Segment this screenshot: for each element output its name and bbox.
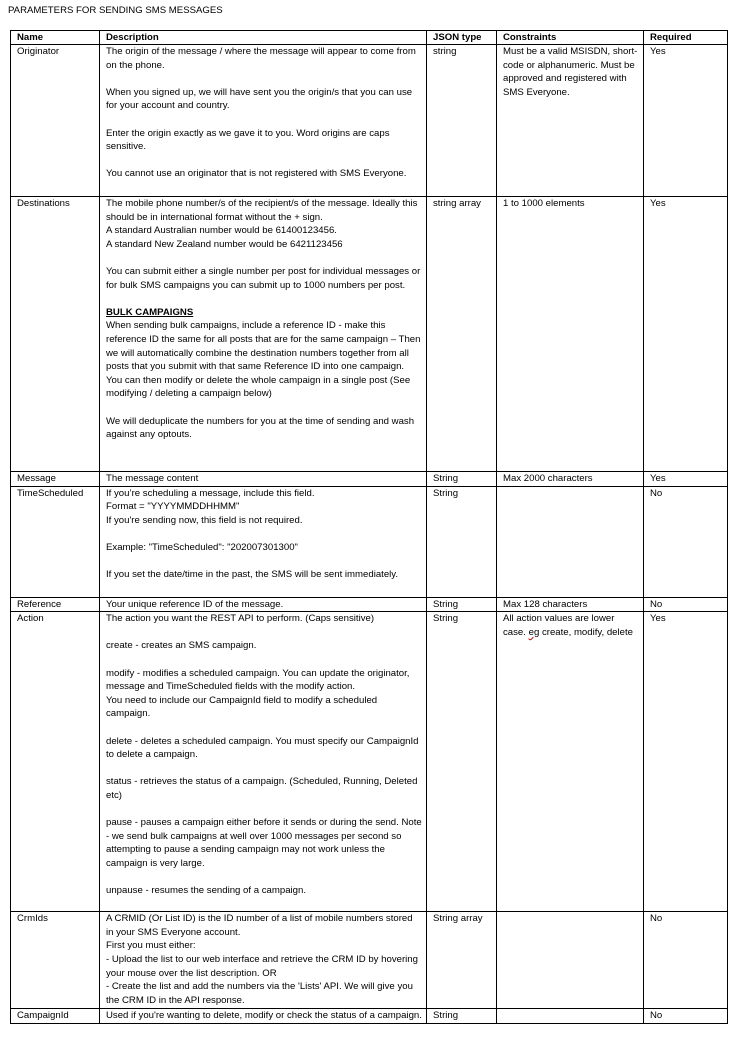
param-required: Yes bbox=[644, 472, 728, 487]
param-required: No bbox=[644, 912, 728, 1009]
header-constraints: Constraints bbox=[497, 31, 644, 45]
header-required: Required bbox=[644, 31, 728, 45]
param-constraints: Max 128 characters bbox=[497, 597, 644, 612]
param-constraints bbox=[497, 612, 644, 912]
description-paragraph: Example: "TimeScheduled": "202007301300" bbox=[106, 541, 298, 553]
bulk-campaigns-heading: BULK CAMPAIGNS bbox=[106, 306, 194, 318]
param-constraints bbox=[497, 486, 644, 597]
param-name: Reference bbox=[11, 597, 100, 612]
param-name: Destinations bbox=[11, 197, 100, 472]
param-description bbox=[100, 486, 427, 597]
table-row bbox=[11, 912, 728, 1009]
param-description: The message content bbox=[100, 472, 427, 487]
param-constraints: Must be a valid MSISDN, short-code or alphanumeric. Must be approved and registered with SMS Everyone. bbox=[497, 45, 644, 197]
description-paragraph: create - creates an SMS campaign. bbox=[106, 640, 257, 652]
param-json-type: String bbox=[427, 486, 497, 597]
table-row bbox=[11, 597, 728, 612]
param-description bbox=[100, 45, 427, 197]
header-name: Name bbox=[11, 31, 100, 45]
param-name: CrmIds bbox=[11, 912, 100, 1009]
description-paragraph: When you signed up, we will have sent you the origin/s that you can use for your account and country. bbox=[106, 86, 413, 112]
param-json-type: string array bbox=[427, 197, 497, 472]
param-required: No bbox=[644, 486, 728, 597]
description-paragraph: If you set the date/time in the past, the SMS will be sent immediately. bbox=[106, 569, 399, 581]
param-required: No bbox=[644, 597, 728, 612]
bulk-campaigns-block bbox=[106, 306, 422, 401]
constraints-text: create, modify, delete bbox=[539, 626, 633, 638]
page-title: PARAMETERS FOR SENDING SMS MESSAGES bbox=[8, 5, 223, 16]
constraints-text: All action values are lower case. bbox=[503, 613, 615, 638]
param-description: Used if you're wanting to delete, modify or check the status of a campaign. bbox=[100, 1009, 427, 1024]
param-constraints bbox=[497, 912, 644, 1009]
description-paragraph: delete - deletes a scheduled campaign. You must specify our CampaignId to delete a campaign. bbox=[106, 735, 419, 761]
param-required: Yes bbox=[644, 197, 728, 472]
table-row bbox=[11, 486, 728, 597]
table-row bbox=[11, 1009, 728, 1024]
param-description bbox=[100, 612, 427, 912]
param-description: A CRMID (Or List ID) is the ID number of a list of mobile numbers stored in your SMS Everyone account. First you must either: - Upload the list to our web interface and retrieve the CRM ID by hovering your mouse over the list description. OR - Create the list and add the numbers via the 'Lists' API. We will give you the CRM ID in the API response. bbox=[100, 912, 427, 1009]
param-name: TimeScheduled bbox=[11, 486, 100, 597]
param-json-type: String bbox=[427, 1009, 497, 1024]
param-description bbox=[100, 197, 427, 472]
description-paragraph: modify - modifies a scheduled campaign. You can update the originator, message and TimeScheduled fields with the modify action. You need to include our CampaignId field to modify a scheduled campaign. bbox=[106, 667, 410, 720]
description-paragraph: status - retrieves the status of a campaign. (Scheduled, Running, Deleted etc) bbox=[106, 776, 418, 801]
table-row bbox=[11, 45, 728, 197]
description-paragraph: The mobile phone number/s of the recipient/s of the message. Ideally this should be in international format without the + sign. A standard Australian number would be 61400123456. A standard New Zealand number would be 6421123456 bbox=[106, 198, 418, 250]
spellcheck-underlined-word: eg bbox=[528, 626, 540, 638]
param-constraints: 1 to 1000 elements bbox=[497, 197, 644, 472]
description-paragraph: Enter the origin exactly as we gave it to you. Word origins are caps sensitive. bbox=[106, 127, 390, 153]
param-name: Message bbox=[11, 472, 100, 487]
param-constraints bbox=[497, 1009, 644, 1024]
description-paragraph: If you’re scheduling a message, include this field. Format = "YYYYMMDDHHMM" If you're sending now, this field is not required. bbox=[106, 487, 315, 526]
header-description: Description bbox=[100, 31, 427, 45]
param-name: CampaignId bbox=[11, 1009, 100, 1024]
header-json-type: JSON type bbox=[427, 31, 497, 45]
param-name: Action bbox=[11, 612, 100, 912]
table-row bbox=[11, 197, 728, 472]
description-paragraph: The action you want the REST API to perform. (Caps sensitive) bbox=[106, 613, 375, 625]
table-header-row bbox=[11, 31, 728, 45]
param-json-type: String bbox=[427, 612, 497, 912]
param-json-type: String array bbox=[427, 912, 497, 1009]
table-row bbox=[11, 472, 728, 487]
description-paragraph: You can submit either a single number per post for individual messages or for bulk SMS campaigns you can submit up to 1000 numbers per post. bbox=[106, 265, 421, 291]
param-required: No bbox=[644, 1009, 728, 1024]
param-required: Yes bbox=[644, 612, 728, 912]
param-name: Originator bbox=[11, 45, 100, 197]
param-required: Yes bbox=[644, 45, 728, 197]
description-paragraph: We will deduplicate the numbers for you at the time of sending and wash against any optouts. bbox=[106, 415, 415, 441]
param-constraints: Max 2000 characters bbox=[497, 472, 644, 487]
description-paragraph: You cannot use an originator that is not registered with SMS Everyone. bbox=[106, 168, 407, 180]
table-row bbox=[11, 612, 728, 912]
description-paragraph: The origin of the message / where the message will appear to come from on the phone. bbox=[106, 46, 416, 71]
description-paragraph: When sending bulk campaigns, include a reference ID - make this reference ID the same for all posts that are for the same campaign – Then we will automatically combine the destination numbers together from all posts that you submit with that same Reference ID into one campaign. You can then modify or delete the whole campaign in a single post (See modifying / deleting a campaign below) bbox=[106, 320, 421, 400]
description-paragraph: pause - pauses a campaign either before it sends or during the send. Note - we send bulk campaigns at well over 1000 messages per second so attempting to pause a sending campaign may not work unless the campaign is very large. bbox=[106, 817, 422, 869]
param-json-type: String bbox=[427, 472, 497, 487]
description-paragraph: unpause - resumes the sending of a campaign. bbox=[106, 885, 306, 897]
param-description: Your unique reference ID of the message. bbox=[100, 597, 427, 612]
param-json-type: string bbox=[427, 45, 497, 197]
param-json-type: String bbox=[427, 597, 497, 612]
parameters-table bbox=[10, 30, 728, 1024]
